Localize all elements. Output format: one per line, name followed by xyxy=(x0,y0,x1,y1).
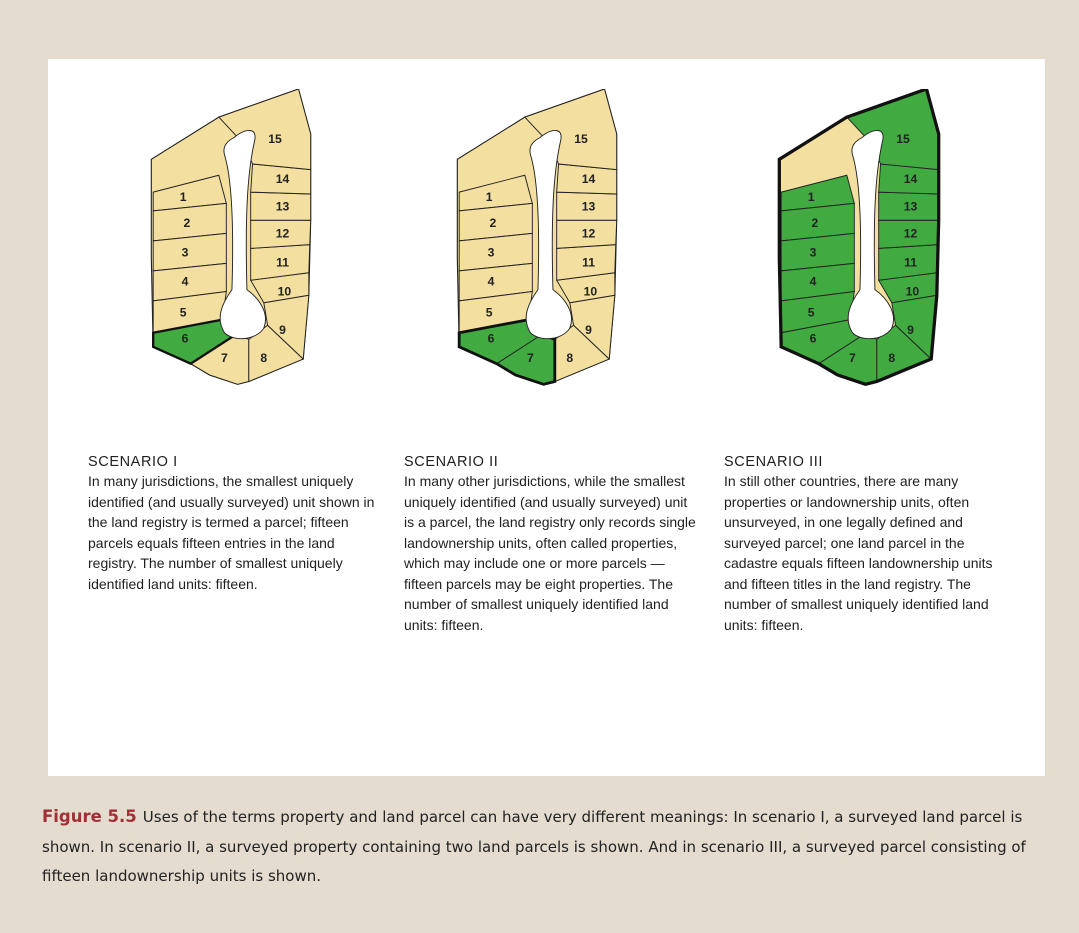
scenario-3-text: In still other countries, there are many properties or landownership units, often unsurveyed, in one legally defined and surveyed parcel; one land parcel in the cadastre equals fifteen landownership units and fifteen titles in the land registry. The number of smallest uniquely identified land units: fifteen. xyxy=(724,473,993,633)
parcel-number-9: 9 xyxy=(279,323,286,338)
figure-caption xyxy=(42,802,1042,892)
parcel-number-3: 3 xyxy=(809,245,817,260)
parcel-number-1: 1 xyxy=(179,189,187,204)
parcel-number-2: 2 xyxy=(811,216,819,231)
parcel-number-6: 6 xyxy=(181,331,189,346)
caption-text: Uses of the terms property and land parcel can have very different meanings: In scenario I, a surveyed land parcel is shown. In scenario II, a surveyed property containing two land parcels is shown. And in scenario III, a surveyed parcel consisting of fifteen landownership units is shown. xyxy=(42,808,1026,885)
parcel-number-14: 14 xyxy=(903,172,918,187)
parcel-number-1: 1 xyxy=(807,189,815,204)
parcel-number-5: 5 xyxy=(485,305,493,320)
parcel-map-svg xyxy=(754,89,964,389)
scenario-3 xyxy=(724,454,1024,635)
parcel-number-8: 8 xyxy=(888,351,896,366)
parcel-number-12: 12 xyxy=(581,226,596,241)
parcel-number-5: 5 xyxy=(179,305,187,320)
parcel-number-13: 13 xyxy=(275,199,290,214)
parcel-number-11: 11 xyxy=(582,255,595,270)
parcel-number-9: 9 xyxy=(585,323,592,338)
parcel-number-13: 13 xyxy=(903,199,918,214)
parcel-number-10: 10 xyxy=(905,284,920,299)
parcel-number-10: 10 xyxy=(583,284,598,299)
parcel-number-14: 14 xyxy=(581,172,596,187)
parcel-number-7: 7 xyxy=(527,351,534,366)
parcel-map-svg xyxy=(432,89,642,389)
parcel-number-6: 6 xyxy=(809,331,817,346)
parcel-number-2: 2 xyxy=(489,216,497,231)
figure-label: Figure 5.5 xyxy=(42,807,137,826)
parcel-number-9: 9 xyxy=(907,323,914,338)
figure-panel xyxy=(48,59,1045,776)
parcel-number-3: 3 xyxy=(181,245,189,260)
parcel-number-15: 15 xyxy=(896,131,910,146)
parcel-number-8: 8 xyxy=(260,351,268,366)
scenario-2 xyxy=(404,454,704,635)
parcel-number-7: 7 xyxy=(221,351,228,366)
parcel-number-15: 15 xyxy=(574,131,588,146)
scenario-2-title: SCENARIO II xyxy=(404,454,499,470)
parcel-number-3: 3 xyxy=(487,245,495,260)
parcel-number-7: 7 xyxy=(849,351,856,366)
parcel-map-scenario-3 xyxy=(754,89,964,389)
parcel-map-scenario-1 xyxy=(126,89,336,389)
parcel-number-15: 15 xyxy=(268,131,282,146)
scenario-1-text: In many jurisdictions, the smallest uniquely identified (and usually surveyed) unit shown in the land registry is termed a parcel; fifteen parcels equals fifteen entries in the land registry. The number of smallest uniquely identified land units: fifteen. xyxy=(88,473,375,592)
parcel-number-4: 4 xyxy=(181,274,189,289)
parcel-number-11: 11 xyxy=(904,255,917,270)
parcel-number-12: 12 xyxy=(903,226,918,241)
parcel-number-13: 13 xyxy=(581,199,596,214)
parcel-number-8: 8 xyxy=(566,351,574,366)
scenario-1-title: SCENARIO I xyxy=(88,454,178,470)
parcel-map-svg xyxy=(126,89,336,389)
parcel-number-10: 10 xyxy=(277,284,292,299)
parcel-number-6: 6 xyxy=(487,331,495,346)
scenario-2-text: In many other jurisdictions, while the smallest uniquely identified (and usually surveyed) unit is a parcel, the land registry only records single landownership units, often called properties, which may include one or more parcels — fifteen parcels may be eight properties. The number of smallest uniquely identified land units: fifteen. xyxy=(404,473,696,633)
parcel-number-12: 12 xyxy=(275,226,290,241)
parcel-number-1: 1 xyxy=(485,189,493,204)
scenario-3-title: SCENARIO III xyxy=(724,454,824,470)
parcel-number-4: 4 xyxy=(487,274,495,289)
parcel-number-11: 11 xyxy=(276,255,289,270)
parcel-number-14: 14 xyxy=(275,172,290,187)
parcel-map-scenario-2 xyxy=(432,89,642,389)
parcel-number-2: 2 xyxy=(183,216,191,231)
parcel-number-4: 4 xyxy=(809,274,817,289)
parcel-number-5: 5 xyxy=(807,305,815,320)
scenario-1 xyxy=(88,454,388,594)
